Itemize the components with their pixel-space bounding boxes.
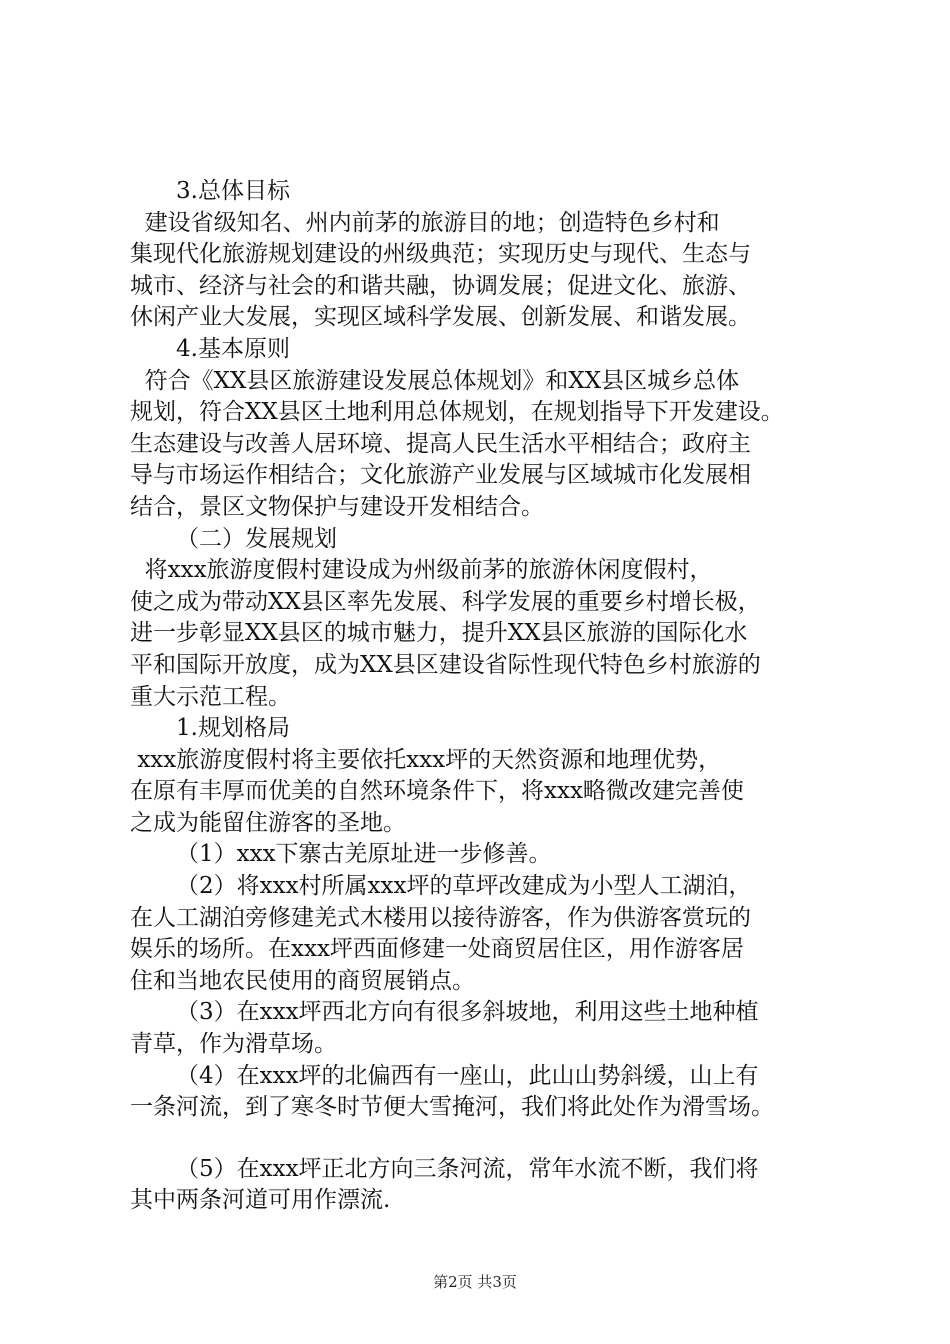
body-line: 进一步彰显XX县区的城市魅力，提升XX县区旅游的国际化水 <box>130 620 748 647</box>
body-line: 生态建设与改善人居环境、提高人民生活水平相结合；政府主 <box>130 430 751 457</box>
body-line: 符合《XX县区旅游建设发展总体规划》和XX县区城乡总体 <box>130 367 740 394</box>
heading-development-plan: （二）发展规划 <box>176 525 337 552</box>
document-body <box>130 176 830 1217</box>
body-line: 城市、经济与社会的和谐共融，协调发展；促进文化、旅游、 <box>130 272 751 299</box>
body-line: 平和国际开放度，成为XX县区建设省际性现代特色乡村旅游的 <box>130 651 761 678</box>
body-line: 其中两条河道可用作漂流. <box>130 1187 391 1214</box>
body-line: 将xxx旅游度假村建设成为州级前茅的旅游休闲度假村， <box>130 557 713 584</box>
heading-planning-layout: 1.规划格局 <box>176 715 290 742</box>
body-line: 结合，景区文物保护与建设开发相结合。 <box>130 493 544 520</box>
list-item-1: （1）xxx下寨古羌原址进一步修善。 <box>176 841 552 868</box>
paragraph-gap <box>130 1124 830 1154</box>
body-line: 导与市场运作相结合；文化旅游产业发展与区域城市化发展相 <box>130 462 751 489</box>
list-item-3: （3）在xxx坪西北方向有很多斜坡地，利用这些土地种植 <box>176 999 759 1026</box>
body-line: 使之成为带动XX县区率先发展、科学发展的重要乡村增长极， <box>130 588 761 615</box>
body-line: 在原有丰厚而优美的自然环境条件下，将xxx略微改建完善使 <box>130 778 744 805</box>
body-line: 休闲产业大发展，实现区域科学发展、创新发展、和谐发展。 <box>130 304 751 331</box>
body-line: 在人工湖泊旁修建羌式木楼用以接待游客，作为供游客赏玩的 <box>130 904 751 931</box>
heading-basic-principles: 4.基本原则 <box>176 335 290 362</box>
body-line: 重大示范工程。 <box>130 683 291 710</box>
body-line: 青草，作为滑草场。 <box>130 1031 337 1058</box>
body-line: 娱乐的场所。在xxx坪西面修建一处商贸居住区，用作游客居 <box>130 936 744 963</box>
list-item-2: （2）将xxx村所属xxx坪的草坪改建成为小型人工湖泊， <box>176 873 752 900</box>
body-line: 建设省级知名、州内前茅的旅游目的地；创造特色乡村和 <box>130 209 720 236</box>
body-line: xxx旅游度假村将主要依托xxx坪的天然资源和地理优势， <box>130 746 722 773</box>
list-item-5: （5）在xxx坪正北方向三条河流，常年水流不断，我们将 <box>176 1155 759 1182</box>
body-line: 之成为能留住游客的圣地。 <box>130 809 406 836</box>
body-line: 一条河流，到了寒冬时节便大雪掩河，我们将此处作为滑雪场。 <box>130 1094 774 1121</box>
body-line: 规划，符合XX县区土地利用总体规划，在规划指导下开发建设。 <box>130 399 784 426</box>
body-line: 集现代化旅游规划建设的州级典范；实现历史与现代、生态与 <box>130 241 751 268</box>
heading-total-goal: 3.总体目标 <box>176 178 290 204</box>
page-number-footer: 第2页 共3页 <box>433 1273 517 1291</box>
list-item-4: （4）在xxx坪的北偏西有一座山，此山山势斜缓，山上有 <box>176 1062 759 1089</box>
body-line: 住和当地农民使用的商贸展销点。 <box>130 967 475 994</box>
